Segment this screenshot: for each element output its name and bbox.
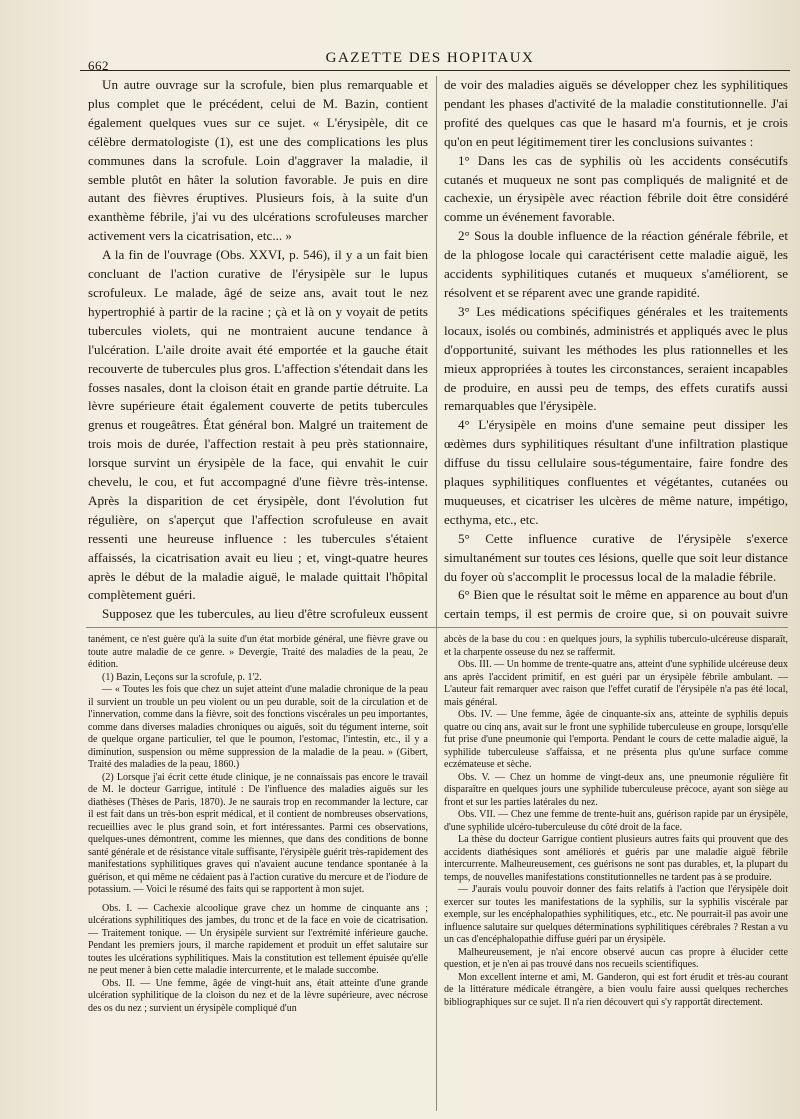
conclusion-item: 4° L'érysipèle en moins d'une semaine peut dissiper les œdèmes durs syphilitiques résultant d'une infiltration plastique diffuse du tissu cellulaire sous-tégumentaire, faire fondre des plaques syphilitiques confluentes et végétantes, cutanées ou muqueuses, et cicatriser les ulcères de même nature, impétigo, ecthyma, etc., etc. — [444, 417, 788, 527]
observation: Obs. VII. — Chez une femme de trente-huit ans, guérison rapide par un érysipèle, d'une syphilide ulcéro-tuberculeuse du côté droit de la face. — [444, 809, 788, 833]
footnote-separator — [86, 627, 788, 628]
observation: Obs. III. — Un homme de trente-quatre ans, atteint d'une syphilide ulcéreuse deux ans après l'accident primitif, en est guéri par un érysipèle fébrile ambulant. — L'auteur fait remarquer avec raison que l'effet curatif de l'érysipèle n'a pas été local, mais général. — [444, 659, 788, 708]
observation: Obs. II. — Une femme, âgée de vingt-huit ans, était atteinte d'une grande ulcération syphilitique de la cloison du nez et de la lèvre supérieure, avec nécrose des os du nez ; survient un érysipèle compliqué d'un — [88, 977, 428, 1014]
footnote: Malheureusement, je n'ai encore observé aucun cas propre à élucider cette question, et je n'en ai pas trouvé dans nos recueils scientifiques. — [444, 946, 788, 970]
paragraph: de voir des maladies aiguës se développer chez les syphilitiques pendant les phases d'activité de la maladie constitutionnelle. J'ai profité des quelques cas que le hasard m'a fournis, et je crois qu'on en peut légitimement tirer les conclusions suivantes : — [444, 77, 788, 149]
observation: Obs. V. — Chez un homme de vingt-deux ans, une pneumonie régulière fit disparaître en quelques jours une syphilide tuberculeuse précoce, ayant son siège au front et sur les parties latérales du nez. — [444, 771, 788, 808]
footnote: (1) Bazin, Leçons sur la scrofule, p. 1'2. — [102, 671, 262, 683]
observation: abcès de la base du cou : en quelques jours, la syphilis tuberculo-ulcéreuse disparaît, et la charpente osseuse du nez se raffermit. — [444, 634, 788, 658]
footnote: — J'aurais voulu pouvoir donner des faits relatifs à l'action que l'érysipèle doit exercer sur toutes les manifestations de la syphilis, sur la syphilis viscérale par exemple, sur les encéphalopathies syphilitiques, etc., etc. Ne pourrait-il pas avoir une influence salutaire sur quelques déterminations syphilitiques cérébrales ? Restan a vu un cas d'encéphalopathie diffuse guéri par un érysipèle. — [444, 884, 788, 945]
footnote: Mon excellent interne et ami, M. Ganderon, qui est fort érudit et très-au courant de la littérature médicale étrangère, a bien voulu faire aussi quelques recherches bibliographiques sur ce sujet. Il n'a rien découvert qui s'y rapportât directement. — [444, 971, 788, 1008]
paragraph: A la fin de l'ouvrage (Obs. XXVI, p. 546), il y a un fait bien concluant de l'action curative de l'érysipèle sur le lupus scrofuleux. Le malade, âgé de seize ans, avait tout le nez hypertrophié à partir de la racine ; çà et là on y voyait de petits tubercules violets, qui ne montraient aucune tendance à l'ulcération. L'aile droite avait été emportée et la gauche était recouverte de tubercules plus gros. L'affection s'étendait dans les fosses nasales, dont la cloison était en grande partie détruite. La lèvre supérieure était également couverte de petits tubercules grenus et rougeâtres. État général bon. Malgré un traitement de trois mois de durée, l'affection restait à peu près stationnaire, lorsque survint un érysipèle de la face, qui envahit le cuir chevelu, le cou, et fut accompagné d'une fièvre très-intense. Après la disparition de cet érysipèle, dont l'évolution fut régulière, on s'aperçut que l'affection scrofuleuse en avait ressenti une heureuse influence : les tubercules s'étaient affaissés, la cicatrisation avait eu lieu ; et, vingt-quatre heures après le début de la maladie aiguë, le malade quittait l'hôpital complètement guéri. — [88, 247, 428, 603]
observation: Obs. I. — Cachexie alcoolique grave chez un homme de cinquante ans ; ulcérations syphilitiques des jambes, du tronc et de la face en voie de cicatrisation. — Traitement tonique. — Un érysipèle survient sur l'extrémité inférieure gauche. Pendant les premiers jours, il marche rapidement et produit un effet salutaire sur toutes les ulcérations syphilitiques. Mais la constitution est tellement épuisée qu'elle ne peut mener à bien cette maladie intercurrente, et le malade succombe. — [88, 902, 428, 976]
conclusion-item: 1° Dans les cas de syphilis où les accidents consécutifs cutanés et muqueux ne sont pas compliqués de malignité et de cachexie, un érysipèle avec réaction fébrile doit être considéré comme un événement favorable. — [444, 152, 788, 225]
observation: Obs. IV. — Une femme, âgée de cinquante-six ans, atteinte de syphilis depuis quatre ou cinq ans, avait sur le front une syphilide tuberculeuse en groupe, lorsqu'elle fut prise d'une pneumonie qui l'emporta. Pendant le cours de cette maladie aiguë, la syphilide tuberculeuse s'affaissa, et ne présenta plus qu'une surface comme eczémateuse et sèche. — [444, 709, 788, 770]
footnote: La thèse du docteur Garrigue contient plusieurs autres faits qui prouvent que des accidents diathésiques sont améliorés et guéris par une maladie aiguë fébrile intercurrente. Malheureusement, ces guérisons ne sont pas durables, et, la plupart du temps, de nouvelles manifestations constitutionnelles ne tardent pas à se produire. — [444, 834, 788, 883]
column-rule — [436, 76, 437, 1111]
header-rule — [80, 70, 790, 71]
conclusion-item: 2° Sous la double influence de la réaction générale fébrile, et de la phlogose locale qui caractérisent cette maladie aiguë, les accidents syphilitiques cutanés et muqueux s'améliorent, se résolvent et se réparent avec une grande rapidité. — [444, 228, 788, 300]
conclusion-item: 3° Les médications spécifiques générales et les traitements locaux, isolés ou combinés, administrés et appliqués avec le plus d'opportunité, suivant les méthodes les plus rationnelles et les mieux appropriées à toutes les circonstances, seraient incapables de produire, en aussi peu de temps, des effets curatifs aussi remarquables que l'érysipèle. — [444, 303, 788, 414]
paragraph: Un autre ouvrage sur la scrofule, bien plus remarquable et plus complet que le précédent, celui de M. Bazin, contient également quelques vues sur ce sujet. « L'érysipèle, dit ce célèbre dermatologiste (1), est une des complications les plus communes dans la scrofule. Loin d'aggraver la maladie, il semble plutôt en hâter la solution favorable. Je puis en dire autant des fièvres éruptives. Plusieurs fois, à la suite d'un exanthème fébrile, j'ai vu des ulcérations scrofuleuses marcher activement vers la cicatrisation, etc... » — [88, 77, 428, 244]
page-header — [70, 46, 790, 73]
conclusion-item: 6° Bien que le résultat soit le même en apparence au bout d'un certain temps, il est permis de croire que, si on pouvait suivre — [444, 587, 788, 622]
running-title: GAZETTE DES HOPITAUX — [325, 50, 535, 66]
footnote: tanément, ce n'est guère qu'à la suite d'un état morbide général, une fièvre grave ou toute autre maladie de ce genre. » Devergie, Traité des maladies de la peau, 2e édition. — [88, 634, 428, 670]
right-footnotes — [444, 634, 788, 1114]
paragraph: Supposez que les tubercules, au lieu d'être scrofuleux eussent — [102, 606, 428, 622]
footnote: (2) Lorsque j'ai écrit cette étude clinique, je ne connaissais pas encore le travail de M. le docteur Garrigue, intitulé : De l'influence des maladies aiguës sur les diathèses (Thèses de Paris, 1870). Je ne saurais trop en recommander la lecture, car il est fait dans un très-bon esprit médical, et il contient de nombreuses observations, recueillies avec le plus grand soin, et fort intéressantes. Parmi ces observations, quelques-unes démontrent, comme les miennes, que dans des conditions de bonne santé générale et de résistance vitale suffisante, l'érysipèle guérit très-rapidement des manifestations syphilitiques graves qui n'avaient aucune tendance spontanée à la guérison, et qui même ne cédaient pas à l'action curative du mercure et de l'iodure de potassium. — Voici le résumé des faits qui se rapportent à mon sujet. — [88, 771, 428, 895]
conclusion-item: 5° Cette influence curative de l'érysipèle s'exerce simultanément sur toutes ces lésions, quelle que soit leur distance du foyer où s'accomplit le processus local de la maladie fébrile. — [444, 530, 788, 584]
page-number: 662 — [88, 58, 109, 73]
left-column-body — [88, 76, 428, 624]
left-footnotes — [88, 634, 428, 1114]
right-column-body — [444, 76, 788, 624]
footnote: — « Toutes les fois que chez un sujet atteint d'une maladie chronique de la peau il survient un trouble un peu violent ou un peu durable, soit de la circulation et de l'innervation, comme dans la fièvre, soit des fonctions viscérales un peu importantes, comme dans diverses maladies chroniques ou aiguës, soit du tégument interne, soit de quelque organe particulier, tel que le poumon, l'estomac, l'intestin, etc., il y a diminution, suspension ou même suppression de la maladie de la peau. » (Gibert, Traité des maladies de la peau, 1860.) — [88, 684, 428, 770]
